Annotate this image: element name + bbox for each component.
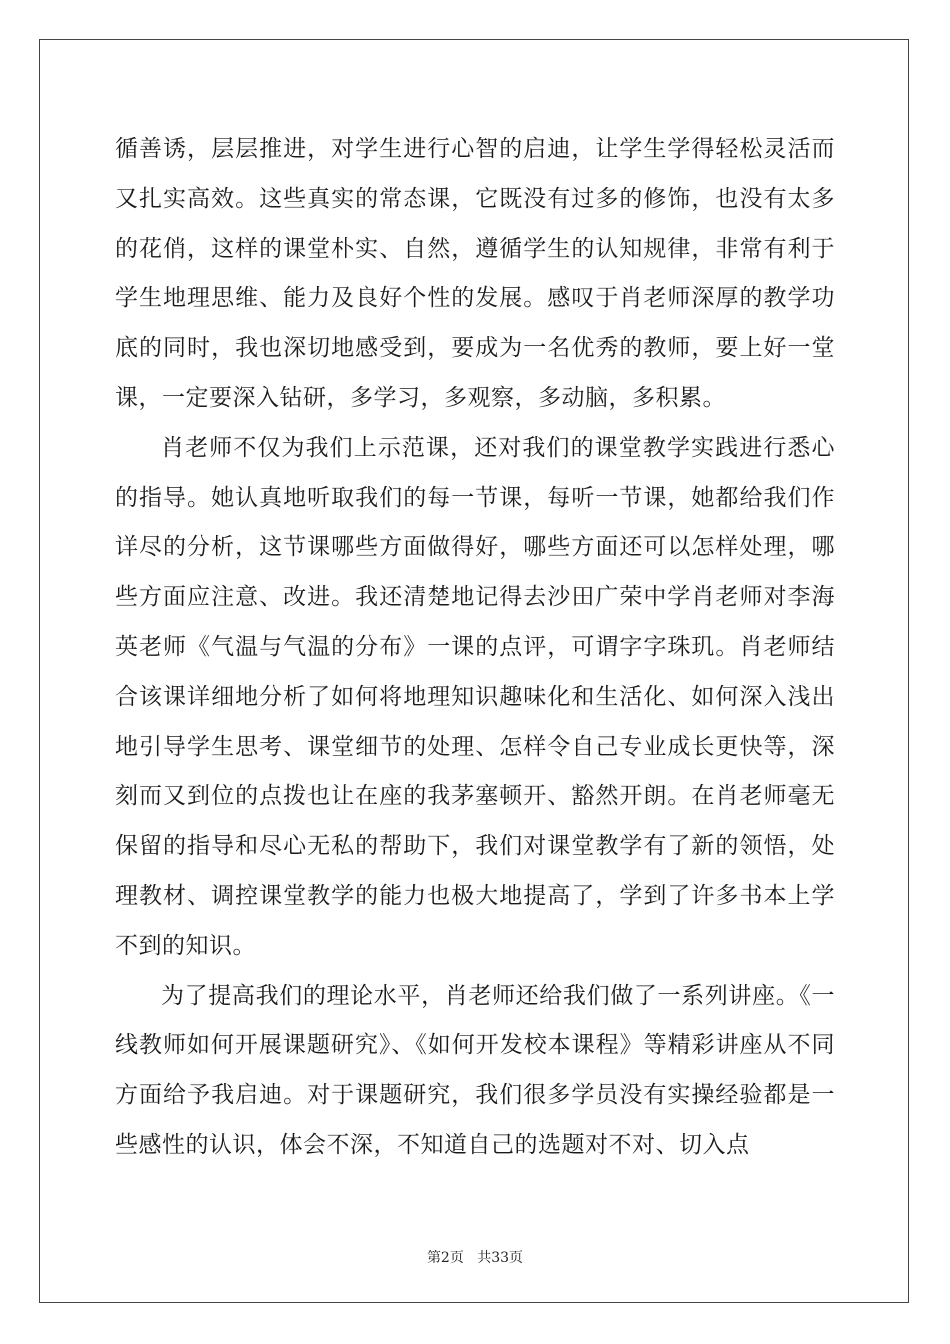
document-body <box>115 125 835 1171</box>
page-footer <box>0 1247 950 1267</box>
paragraph: 为了提高我们的理论水平，肖老师还给我们做了一系列讲座。《一线教师如何开展课题研究》、《如何开发校本课程》等精彩讲座从不同方面给予我启迪。对于课题研究，我们很多学员没有实操经验都是一些感性的认识，体会不深，不知道自己的选题对不对、切入点 <box>115 982 835 1158</box>
page-total: 共33页 <box>477 1250 524 1266</box>
page-number: 第2页 <box>426 1250 464 1266</box>
paragraph: 循善诱，层层推进，对学生进行心智的启迪，让学生学得轻松灵活而又扎实高效。这些真实的常态课，它既没有过多的修饰，也没有太多的花俏，这样的课堂朴实、自然，遵循学生的认知规律，非常有利于学生地理思维、能力及良好个性的发展。感叹于肖老师深厚的教学功底的同时，我也深切地感受到，要成为一名优秀的教师，要上好一堂课，一定要深入钻研，多学习，多观察，多动脑，多积累。 <box>115 136 835 411</box>
paragraph: 肖老师不仅为我们上示范课，还对我们的课堂教学实践进行悉心的指导。她认真地听取我们的每一节课，每听一节课，她都给我们作详尽的分析，这节课哪些方面做得好，哪些方面还可以怎样处理，哪些方面应注意、改进。我还清楚地记得去沙田广荣中学肖老师对李海英老师《气温与气温的分布》一课的点评，可谓字字珠玑。肖老师结合该课详细地分析了如何将地理知识趣味化和生活化、如何深入浅出地引导学生思考、课堂细节的处理、怎样令自己专业成长更快等，深刻而又到位的点拨也让在座的我茅塞顿开、豁然开朗。在肖老师毫无保留的指导和尽心无私的帮助下，我们对课堂教学有了新的领悟，处理教材、调控课堂教学的能力也极大地提高了，学到了许多书本上学不到的知识。 <box>115 434 835 959</box>
